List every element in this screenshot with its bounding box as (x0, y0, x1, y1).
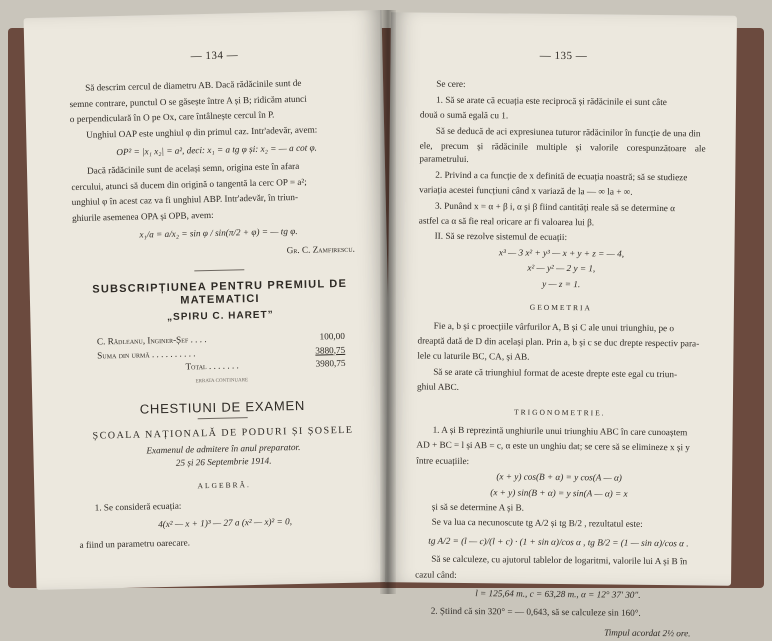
paragraph-line: ele, precum și rădăcinile multiple și valorile corespunzătoare ale parametrului. (419, 140, 706, 165)
paragraph-line: variația acestei funcțiuni când x variază de la — ∞ la + ∞. (419, 184, 633, 197)
paragraph-line: 1. A și B reprezintă unghiurile unui triunghiu ABC în care cunoaștem (432, 424, 688, 438)
paragraph-line: două o sumă egală cu 1. (419, 109, 509, 121)
school-name: ȘCOALA NAȚIONALĂ DE PODURI ȘI ȘOSELE (92, 424, 354, 442)
algebra-heading: ALGEBRĂ. (197, 480, 251, 491)
equation: y — z = 1. (542, 278, 581, 289)
paragraph-line: Să se calculeze, cu ajutorul tablelor de logaritmi, valorile lui A și B în (431, 553, 688, 567)
paragraph-line: între ecuațiile: (416, 455, 470, 466)
paragraph-line: ghiul ABC. (417, 381, 459, 393)
question-tail: a fiind un parametru oarecare. (79, 537, 191, 550)
trigonometry-heading: TRIGONOMETRIE. (513, 407, 606, 418)
values-line: l = 125,64 m., c = 63,28 m., α = 12° 37' 30". (475, 588, 641, 600)
paragraph-line: II. Să se rezolve sistemul de ecuații: (434, 231, 568, 243)
page-number: — 134 — (190, 49, 239, 63)
equation: tg A/2 = (l — c)/(l + c) · (1 + sin α)/cos α , tg B/2 = (1 — sin α)/cos α . (428, 535, 689, 549)
paragraph-line: 3. Punând x = α + β i, α și β fiind cantități reale să se determine α (434, 200, 676, 213)
paragraph-line: lele cu laturile BC, CA, și AB. (417, 350, 530, 362)
divider (198, 417, 248, 419)
intro-line: Unghiul OAP este unghiul φ din primul caz. Intr'adevăr, avem: (86, 124, 318, 140)
intro-line: semne contrare, punctul O se găsește între A și B; ridicăm atunci (69, 93, 307, 109)
paragraph-line: 2. Știind că sin 320° = — 0,643, să se calculeze sin 160°. (430, 606, 641, 619)
equation: (x + y) cos(B + α) = y cos(A — α) (496, 471, 622, 483)
paragraph-line: Să se deducă de aci expresiunea tuturor rădăcinilor în funcție de una din (435, 125, 701, 139)
equation: 4(x² — x + 1)³ — 27 a (x² — x)² = 0, (158, 516, 293, 530)
paragraph-line: Se va lua ca necunoscute tg A/2 și tg B/2 , rezultatul este: (431, 517, 643, 530)
row-label: C. Rădleanu, Inginer-Șef . . . . (96, 334, 207, 347)
time-allowed: Timpul acordat 2½ ore. (604, 627, 691, 639)
equation: x² — y² — 2 y = 1, (527, 262, 596, 274)
intro-line: o perpendiculară în O pe Ox, care întâlnește cercul în P. (69, 109, 275, 125)
right-page (385, 12, 737, 639)
row-amount: 100,00 (319, 331, 345, 342)
exam-subtitle: Examenul de admitere în anul preparator. (146, 441, 301, 455)
paragraph-line: unghiul φ în acest caz va fi unghiul ABP. Intr'adevăr, în triun- (71, 192, 299, 208)
left-page (24, 10, 395, 590)
paragraph-line: 1. Să se arate că ecuația este reciprocă și rădăcinile ei sunt câte (436, 94, 667, 107)
paragraph-line: Fie a, b și c proecțiile vârfurilor A, B și C ale unui triunghiu, pe o (433, 320, 675, 333)
intro-line: Să descrim cercul de diametru AB. Dacă rădăcinile sunt de (85, 78, 302, 94)
subscription-title: SUBSCRIPȚIUNEA PENTRU PREMIUL DE MATEMATICI (92, 277, 348, 307)
paragraph-line: Se cere: (436, 79, 466, 90)
row-amount: 3980,75 (315, 357, 346, 369)
paragraph-line: ghiurile asemenea OPA și OPB, avem: (71, 209, 214, 223)
subscription-subtitle: „SPIRU C. HARET” (166, 309, 274, 323)
row-label: Suma din urmă . . . . . . . . . . (97, 347, 196, 361)
signature: Gr. C. Zamfirescu. (286, 244, 355, 256)
tiny-note: ERRATA CONTINUARE (195, 378, 249, 385)
paragraph-line: astfel ca α să fie real oricare ar fi valoarea lui β. (418, 215, 595, 228)
page-number: — 135 — (539, 49, 588, 63)
paragraph-line: 2. Privind a ca funcție de x definită de ecuația noastră; să se studieze (435, 169, 688, 183)
paragraph-line: AD + BC = l și AB = c, α este un unghiu dat; se cere să se elimineze x și y (416, 439, 690, 453)
row-label: Total . . . . . . . (185, 360, 239, 372)
book-gutter (380, 10, 396, 594)
paragraph-line: Să se arate că triunghiul format de aceste drepte este egal cu triun- (433, 366, 678, 379)
paragraph-line: și să se determine A și B. (431, 501, 524, 513)
exam-date: 25 și 26 Septembrie 1914. (175, 455, 272, 468)
geometry-heading: GEOMETRIA (529, 302, 593, 313)
equation: x₁/a = a/x₂ = sin φ / sin(π/2 + φ) = — tg φ. (139, 226, 298, 240)
equation: OP² = |x₁ x₂| = a², deci: x₁ = a tg φ și: x₂ = — a cot φ. (116, 142, 318, 158)
row-amount: 3880,75 (315, 344, 346, 356)
equation: (x + y) sin(B + α) = y sin(A — α) = x (490, 486, 628, 499)
paragraph-line: cercului, atunci să ducem din origină o tangentă la cerc OP = a²; (71, 176, 307, 192)
question: 1. Se consideră ecuația: (94, 500, 182, 513)
exam-title: CHESTIUNI DE EXAMEN (139, 397, 306, 417)
equation: x³ — 3 x² + y³ — x + y + z = — 4, (498, 247, 625, 259)
divider (194, 269, 244, 271)
paragraph-line: Dacă rădăcinile sunt de același semn, origina este în afara (86, 161, 300, 177)
paragraph-line: cazul când: (415, 569, 457, 580)
paragraph-line: dreaptă dată de D din același plan. Prin a, b și c se duc drepte respectiv para- (417, 335, 700, 349)
